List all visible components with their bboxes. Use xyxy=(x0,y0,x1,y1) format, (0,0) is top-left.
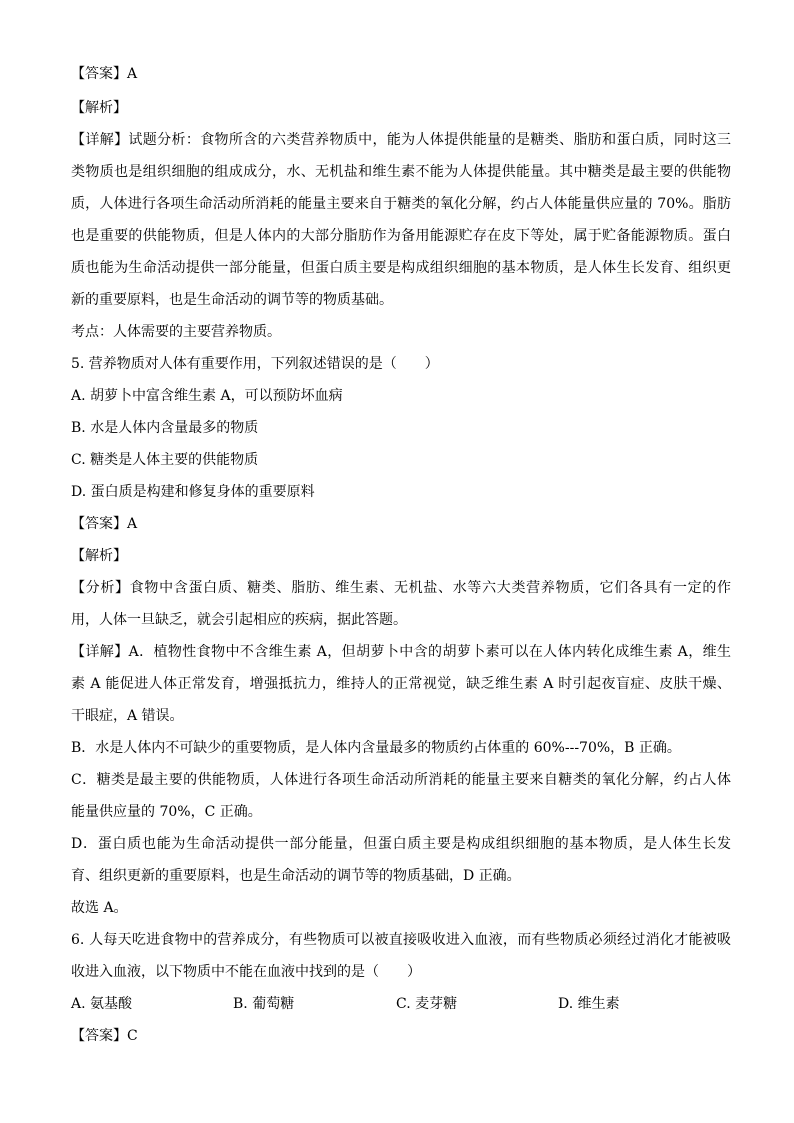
fenxi-line: 用，人体一旦缺乏，就会引起相应的疾病，据此答题。 xyxy=(71,612,407,628)
question-5-stem: 5. 营养物质对人体有重要作用，下列叙述错误的是（ ） xyxy=(71,356,439,372)
question-6-option-c: C. 麦芽糖 xyxy=(396,996,458,1012)
detail-line: 也是重要的供能物质，但是人体内的大部分脂肪作为备用能源贮存在皮下等处，属于贮备能源物质。蛋白 xyxy=(71,228,731,244)
question-5-option-c: C. 糖类是人体主要的供能物质 xyxy=(71,452,259,468)
kaodian-line: 考点：人体需要的主要营养物质。 xyxy=(71,324,281,340)
detail-line: 质也能为生命活动提供一部分能量，但蛋白质主要是构成组织细胞的基本物质，是人体生长发育、组织更 xyxy=(71,260,731,276)
fenxi-line: 【分析】食物中含蛋白质、糖类、脂肪、维生素、无机盐、水等六大类营养物质，它们各具有一定的作 xyxy=(71,580,731,596)
question-5-option-b: B. 水是人体内含量最多的物质 xyxy=(71,420,259,436)
xiangjie-line: 能量供应量的 70%，C 正确。 xyxy=(71,804,262,820)
conclusion-line: 故选 A。 xyxy=(71,900,128,916)
question-6-option-b: B. 葡萄糖 xyxy=(233,996,295,1012)
detail-line: 类物质也是组织细胞的组成成分，水、无机盐和维生素不能为人体提供能量。其中糖类是最主要的供能物 xyxy=(71,164,731,180)
question-5-option-a: A. 胡萝卜中富含维生素 A，可以预防坏血病 xyxy=(71,388,343,404)
xiangjie-line: B．水是人体内不可缺少的重要物质，是人体内含量最多的物质约占体重的 60%---70%，B 正确。 xyxy=(71,740,681,756)
detail-line: 质，人体进行各项生命活动所消耗的能量主要来自于糖类的氧化分解，约占人体能量供应量的 70%。脂肪 xyxy=(71,196,731,212)
question-6-stem: 6. 人每天吃进食物中的营养成分，有些物质可以被直接吸收进入血液，而有些物质必须经过消化才能被吸 xyxy=(71,932,731,948)
question-6-option-a: A. 氨基酸 xyxy=(71,996,133,1012)
analysis-heading: 【解析】 xyxy=(71,100,127,116)
answer-line: 【答案】C xyxy=(71,1028,138,1044)
xiangjie-line: 【详解】A．植物性食物中不含维生素 A，但胡萝卜中含的胡萝卜素可以在人体内转化成维生素 A，维生 xyxy=(71,644,731,660)
xiangjie-line: D．蛋白质也能为生命活动提供一部分能量，但蛋白质主要是构成组织细胞的基本物质，是人体生长发 xyxy=(71,836,731,852)
analysis-heading: 【解析】 xyxy=(71,548,127,564)
xiangjie-line: 干眼症，A 错误。 xyxy=(71,708,184,724)
xiangjie-line: 育、组织更新的重要原料，也是生命活动的调节等的物质基础，D 正确。 xyxy=(71,868,521,884)
question-6-stem: 收进入血液，以下物质中不能在血液中找到的是（ ） xyxy=(71,964,421,980)
answer-line: 【答案】A xyxy=(71,516,138,532)
answer-line: 【答案】A xyxy=(71,66,138,82)
detail-line: 【详解】试题分析：食物所含的六类营养物质中，能为人体提供能量的是糖类、脂肪和蛋白质，同时这三 xyxy=(71,132,731,148)
xiangjie-line: C．糖类是最主要的供能物质，人体进行各项生命活动所消耗的能量主要来自糖类的氧化分解，约占人体 xyxy=(71,772,731,788)
xiangjie-line: 素 A 能促进人体正常发育，增强抵抗力，维持人的正常视觉，缺乏维生素 A 时引起夜盲症、皮肤干燥、 xyxy=(71,676,731,692)
question-5-option-d: D. 蛋白质是构建和修复身体的重要原料 xyxy=(71,484,315,500)
question-6-option-d: D. 维生素 xyxy=(558,996,620,1012)
detail-line: 新的重要原料，也是生命活动的调节等的物质基础。 xyxy=(71,292,393,308)
